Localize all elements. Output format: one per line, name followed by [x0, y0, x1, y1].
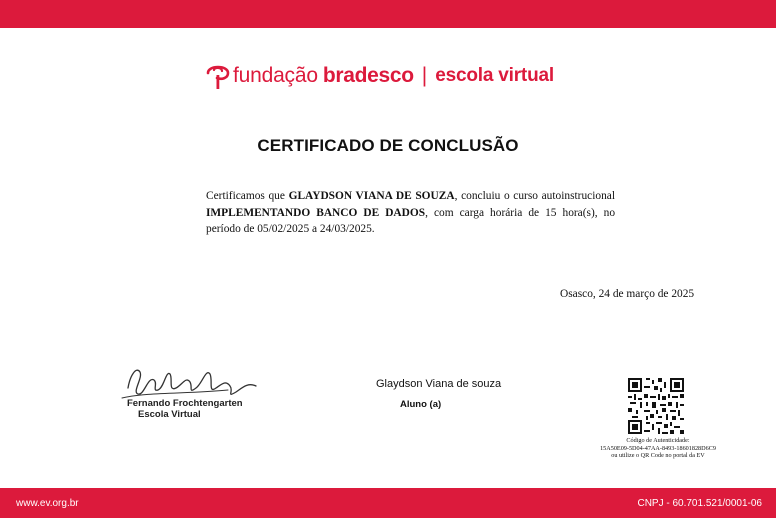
- course-name: IMPLEMENTANDO BANCO DE DADOS: [206, 206, 426, 219]
- authentication-code: 15A50E09-5D04-47AA-8493-18601828D6C9: [600, 444, 716, 452]
- authentication-note: ou utilize o QR Code no portal da EV: [611, 452, 705, 459]
- footer-website-link[interactable]: www.ev.org.br: [16, 498, 79, 509]
- top-banner: [0, 0, 776, 28]
- footer-banner: [0, 488, 776, 518]
- brand-separator: |: [421, 64, 428, 87]
- certificate-title: CERTIFICADO DE CONCLUSÃO: [257, 136, 519, 155]
- authentication-block: [585, 437, 731, 460]
- student-role: Aluno (a): [400, 399, 442, 410]
- body-text-intro: Certificamos que: [206, 190, 289, 202]
- body-text-middle: , concluiu o curso autoinstrucional: [454, 190, 615, 202]
- qr-code-icon[interactable]: [628, 378, 684, 434]
- footer-cnpj: CNPJ - 60.701.521/0001-06: [637, 498, 762, 509]
- signatory-role: Escola Virtual: [138, 409, 201, 420]
- authentication-label: Código de Autenticidade:: [626, 437, 690, 444]
- certificate-body: [206, 188, 615, 238]
- brand-word-fundacao: fundação: [233, 64, 318, 87]
- brand-word-escola-virtual: escola virtual: [435, 65, 554, 86]
- student-name-upper: GLAYDSON VIANA DE SOUZA: [288, 190, 455, 202]
- place-and-date: Osasco, 24 de março de 2025: [560, 288, 695, 300]
- brand-word-bradesco: bradesco: [322, 64, 414, 87]
- body-text-end: , com carga horária de 15 hora(s), no período de 05/02/2025 a 24/03/2025.: [206, 206, 616, 235]
- student-signature-name: Glaydson Viana de souza: [376, 378, 502, 390]
- brand-logo: [205, 56, 554, 96]
- tree-logo-icon: [205, 61, 231, 91]
- signatory-name: Fernando Frochtengarten: [127, 398, 243, 409]
